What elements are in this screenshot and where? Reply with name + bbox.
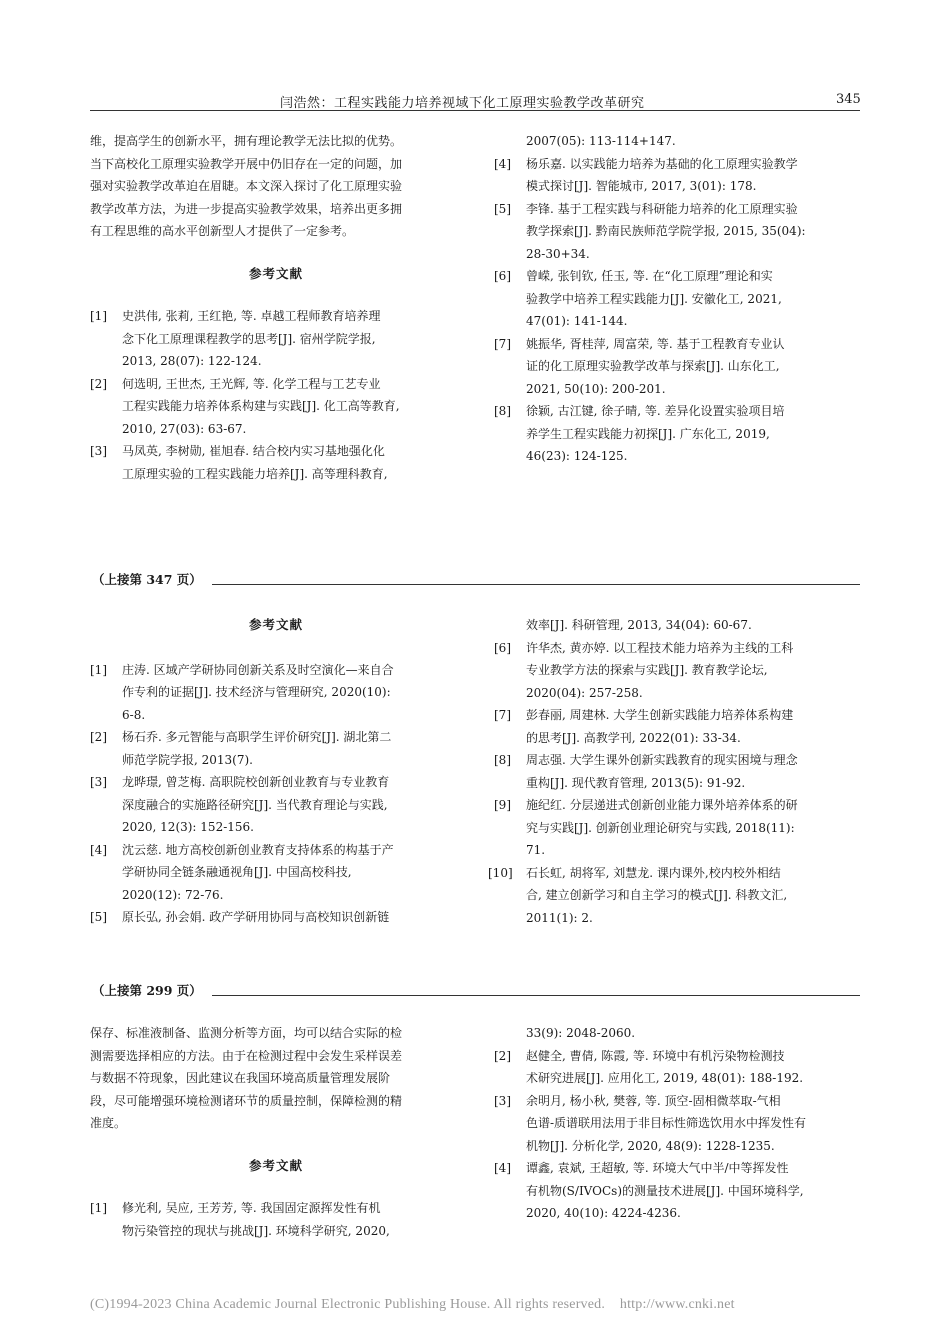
reference-line: 彭春丽, 周建林. 大学生创新实践能力培养体系构建 <box>526 708 794 722</box>
reference-line: 工程实践能力培养体系构建与实践[J]. 化工高等教育, <box>122 399 400 413</box>
reference-entry <box>494 637 860 705</box>
reference-number: [4] <box>90 842 107 857</box>
reference-line: 术研究进展[J]. 应用化工, 2019, 48(01): 188-192. <box>526 1071 804 1085</box>
reference-line: 色谱-质谱联用法用于非目标性筛选饮用水中挥发性有 <box>526 1116 807 1130</box>
reference-line: 龙晔璟, 曾芝梅. 高职院校创新创业教育与专业教育 <box>122 775 390 789</box>
reference-entry <box>494 198 860 266</box>
reference-entry <box>90 839 462 907</box>
section2-rule <box>212 584 860 585</box>
reference-line: 深度融合的实施路径研究[J]. 当代教育理论与实践, <box>122 797 388 812</box>
reference-number: [5] <box>494 201 511 216</box>
reference-entry <box>494 704 860 749</box>
reference-line: 机物[J]. 分析化学, 2020, 48(9): 1228-1235. <box>526 1138 775 1153</box>
reference-number: [2] <box>90 376 107 391</box>
reference-line: 物污染管控的现状与挑战[J]. 环境科学研究, 2020, <box>122 1223 390 1238</box>
reference-number: [9] <box>494 798 511 812</box>
reference-line: 师范学院学报, 2013(7). <box>122 752 253 767</box>
reference-line: 2013, 28(07): 122-124. <box>122 354 262 368</box>
reference-entry <box>90 771 462 839</box>
intro-line: 当下高校化工原理实验教学开展中仍旧存在一定的问题，加 <box>90 156 403 171</box>
page-number: 345 <box>836 92 861 107</box>
reference-entry <box>90 440 462 485</box>
reference-number: [1] <box>90 309 107 323</box>
intro-line: 段，尽可能增强环境检测诸环节的质量控制，保障检测的精 <box>90 1093 403 1108</box>
reference-line: 工原理实验的工程实践能力培养[J]. 高等理科教育, <box>122 466 388 481</box>
reference-continuation: 2007(05): 113-114+147. <box>526 134 676 148</box>
section2-right-column <box>488 614 860 929</box>
reference-number: [1] <box>90 1201 107 1215</box>
reference-line: 2011(1): 2. <box>526 910 593 925</box>
reference-number: [8] <box>494 753 511 767</box>
reference-number: [6] <box>494 269 511 283</box>
section2-continued-heading: （上接第 347 页） <box>92 572 202 587</box>
reference-entry <box>494 153 860 198</box>
reference-line: 2010, 27(03): 63-67. <box>122 421 247 436</box>
running-header-title: 闫浩然：工程实践能力培养视域下化工原理实验教学改革研究 <box>280 96 645 111</box>
reference-line: 作专利的证据[J]. 技术经济与管理研究, 2020(10): <box>122 685 391 699</box>
reference-line: 71. <box>526 843 546 857</box>
reference-line: 施纪红. 分层递进式创新创业能力课外培养体系的研 <box>526 798 798 812</box>
intro-line: 强对实验教学改革迫在眉睫。本文深入探讨了化工原理实验 <box>90 179 403 193</box>
reference-line: 合, 建立创新学习和自主学习的模式[J]. 科教文汇, <box>526 888 788 902</box>
reference-line: 许华杰, 黄亦婷. 以工程技术能力培养为主线的工科 <box>526 640 794 655</box>
reference-entry <box>90 1197 462 1242</box>
reference-number: [8] <box>494 404 511 418</box>
reference-line: 的思考[J]. 高教学刊, 2022(01): 33-34. <box>526 730 741 745</box>
reference-line: 姚振华, 胥桂萍, 周富荣, 等. 基于工程教育专业认 <box>526 336 785 351</box>
intro-line: 准度。 <box>90 1116 127 1130</box>
reference-entry <box>494 749 860 794</box>
reference-line: 2020, 40(10): 4224-4236. <box>526 1206 681 1220</box>
reference-line: 2021, 50(10): 200-201. <box>526 381 666 396</box>
reference-line: 杨石乔. 多元智能与高职学生评价研究[J]. 湖北第二 <box>122 730 392 744</box>
reference-line: 教学探索[J]. 黔南民族师范学院学报, 2015, 35(04): <box>526 224 806 238</box>
reference-line: 赵健全, 曹倩, 陈霞, 等. 环境中有机污染物检测技 <box>526 1048 785 1063</box>
reference-entry <box>494 1090 860 1158</box>
intro-line: 与数据不符现象，因此建议在我国环境高质量管理发展阶 <box>90 1071 391 1085</box>
reference-number: [4] <box>494 1161 511 1175</box>
reference-number: [5] <box>90 910 107 924</box>
intro-line: 保存、标准液制备、监测分析等方面，均可以结合实际的检 <box>90 1026 403 1040</box>
reference-entry <box>494 400 860 468</box>
reference-line: 史洪伟, 张莉, 王红艳, 等. 卓越工程师教育培养理 <box>122 309 381 323</box>
reference-entry <box>494 794 860 862</box>
reference-entry <box>90 726 462 771</box>
reference-line: 养学生工程实践能力初探[J]. 广东化工, 2019, <box>526 426 770 441</box>
section3-right-column <box>494 1022 860 1225</box>
references-title: 参考文献 <box>248 617 303 632</box>
reference-line: 47(01): 141-144. <box>526 314 628 328</box>
reference-line: 28-30+34. <box>526 246 590 261</box>
reference-line: 修光利, 吴应, 王芳芳, 等. 我国固定源挥发性有机 <box>122 1201 381 1215</box>
reference-number: [2] <box>90 730 107 744</box>
reference-line: 学研协同全链条融通视角[J]. 中国高校科技, <box>122 865 352 879</box>
reference-continuation: 效率[J]. 科研管理, 2013, 34(04): 60-67. <box>526 618 752 632</box>
reference-number: [10] <box>488 865 513 880</box>
reference-entry <box>90 906 462 929</box>
reference-line: 何选明, 王世杰, 王光辉, 等. 化学工程与工艺专业 <box>122 376 381 391</box>
section2-left-column <box>90 614 462 929</box>
reference-number: [3] <box>90 444 107 458</box>
section3-left-column <box>90 1022 462 1242</box>
reference-line: 徐颖, 古江键, 徐子晴, 等. 差异化设置实验项目培 <box>526 404 785 418</box>
reference-number: [7] <box>494 708 511 722</box>
reference-line: 2020(12): 72-76. <box>122 887 224 902</box>
reference-number: [3] <box>494 1093 511 1108</box>
reference-line: 原长弘, 孙会娟. 政产学研用协同与高校知识创新链 <box>122 910 390 924</box>
reference-line: 庄涛. 区域产学研协同创新关系及时空演化—来自合 <box>122 662 394 677</box>
reference-entry <box>494 1045 860 1090</box>
reference-line: 验教学中培养工程实践能力[J]. 安徽化工, 2021, <box>526 291 782 306</box>
references-title: 参考文献 <box>248 265 303 281</box>
reference-line: 2020(04): 257-258. <box>526 685 643 700</box>
reference-number: [4] <box>494 156 511 171</box>
reference-line: 证的化工原理实验教学改革与探索[J]. 山东化工, <box>526 359 780 373</box>
reference-entry <box>488 862 860 930</box>
reference-number: [1] <box>90 662 107 677</box>
reference-line: 石长虹, 胡将军, 刘慧龙. 课内课外,校内校外相结 <box>526 865 781 880</box>
reference-line: 沈云慈. 地方高校创新创业教育支持体系的构基于产 <box>122 842 394 857</box>
reference-entry <box>494 265 860 333</box>
reference-line: 周志强. 大学生课外创新实践教育的现实困境与理念 <box>526 753 798 767</box>
section1-left-column <box>90 130 462 485</box>
reference-line: 专业教学方法的探索与实践[J]. 教育教学论坛, <box>526 663 768 677</box>
intro-line: 测需要选择相应的方法。由于在检测过程中会发生采样误差 <box>90 1048 403 1063</box>
reference-continuation: 33(9): 2048-2060. <box>526 1026 636 1040</box>
reference-line: 马凤英, 李树勋, 崔旭春. 结合校内实习基地强化化 <box>122 444 385 458</box>
reference-line: 有机物(S/IVOCs)的测量技术进展[J]. 中国环境科学, <box>526 1183 804 1198</box>
reference-entry <box>90 659 462 727</box>
reference-line: 究与实践[J]. 创新创业理论研究与实践, 2018(11): <box>526 820 795 835</box>
header-rule <box>90 110 860 111</box>
reference-number: [7] <box>494 336 511 351</box>
reference-number: [2] <box>494 1048 511 1063</box>
intro-line: 有工程思维的高水平创新型人才提供了一定参考。 <box>90 224 355 238</box>
intro-line: 维，提高学生的创新水平，拥有理论教学无法比拟的优势。 <box>90 134 403 148</box>
section1-right-column <box>494 130 860 468</box>
reference-line: 6-8. <box>122 707 146 722</box>
reference-entry <box>494 1157 860 1225</box>
reference-line: 余明月, 杨小秋, 樊蓉, 等. 顶空-固相微萃取-气相 <box>526 1093 781 1108</box>
reference-number: [3] <box>90 775 107 789</box>
reference-line: 重构[J]. 现代教育管理, 2013(5): 91-92. <box>526 775 746 790</box>
reference-line: 2020, 12(3): 152-156. <box>122 820 254 834</box>
reference-number: [6] <box>494 640 511 655</box>
reference-line: 曾嵘, 张钊钦, 任玉, 等. 在“化工原理”理论和实 <box>526 269 773 283</box>
reference-line: 谭鑫, 袁斌, 王超敏, 等. 环境大气中半/中等挥发性 <box>526 1161 789 1175</box>
reference-entry <box>494 333 860 401</box>
section3-rule <box>212 995 860 996</box>
reference-line: 杨乐嘉. 以实践能力培养为基础的化工原理实验教学 <box>526 156 798 171</box>
reference-line: 念下化工原理课程教学的思考[J]. 宿州学院学报, <box>122 331 376 346</box>
section3-continued-heading: （上接第 299 页） <box>92 983 202 998</box>
intro-line: 教学改革方法，为进一步提高实验教学效果，培养出更多拥 <box>90 201 403 216</box>
reference-line: 李锋. 基于工程实践与科研能力培养的化工原理实验 <box>526 201 798 216</box>
reference-entry <box>90 373 462 441</box>
references-title: 参考文献 <box>248 1157 303 1173</box>
copyright-footer: (C)1994-2023 China Academic Journal Electronic Publishing House. All rights reserved. http://www.cnki.net <box>90 1297 735 1312</box>
reference-entry <box>90 305 462 373</box>
reference-line: 46(23): 124-125. <box>526 449 628 463</box>
reference-line: 模式探讨[J]. 智能城市, 2017, 3(01): 178. <box>526 179 757 193</box>
